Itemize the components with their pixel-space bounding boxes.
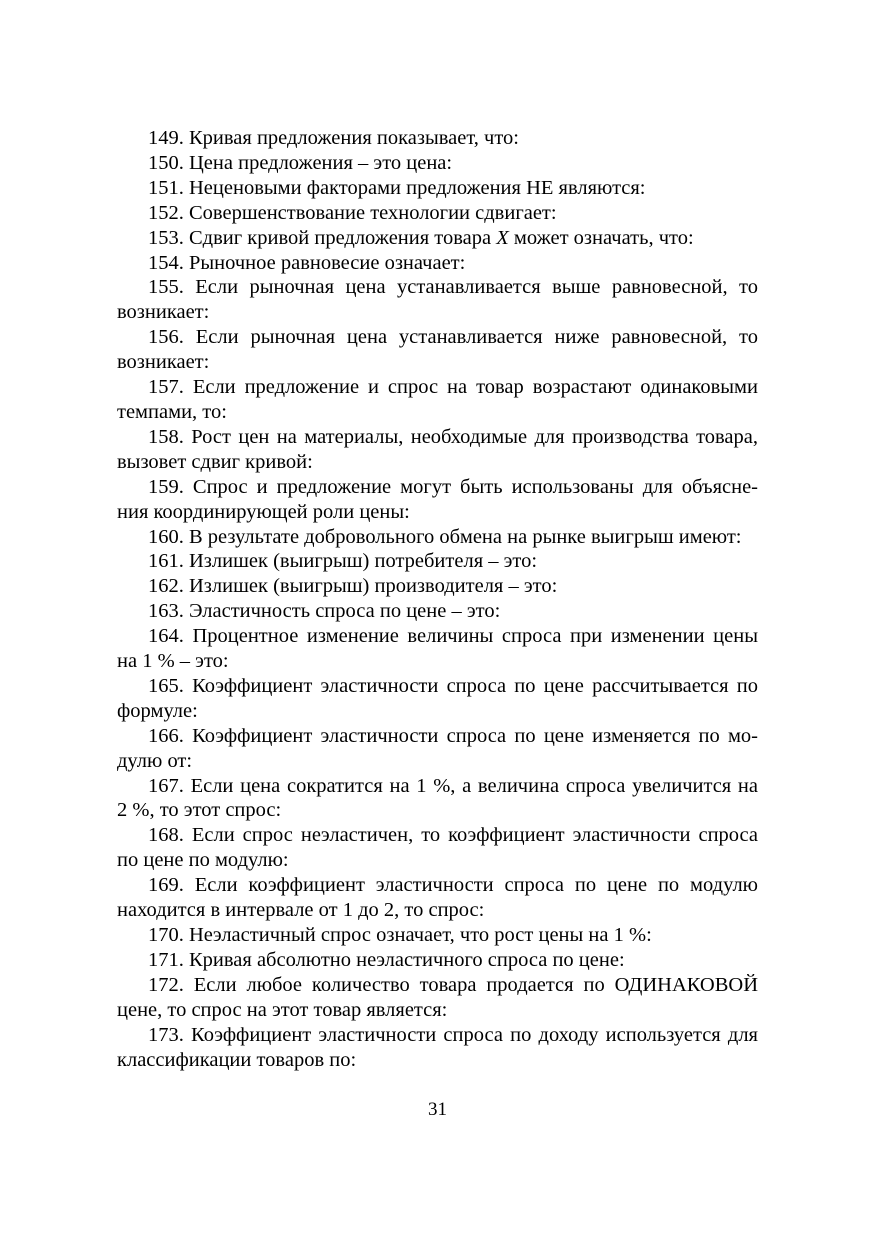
question-line: 160. В результате добровольного обмена на рынке выигрыш имеют:	[148, 525, 742, 548]
question-line: 165. Коэффициент эластичности спроса по цене рассчитывается по	[148, 674, 758, 697]
question-line: 163. Эластичность спроса по цене – это:	[148, 600, 501, 623]
question-line: 170. Неэластичный спрос означает, что рост цены на 1 %:	[148, 924, 652, 946]
question-item	[117, 549, 758, 574]
question-line: находится в интервале от 1 до 2, то спрос:	[117, 899, 485, 922]
question-line: 171. Кривая абсолютно неэластичного спроса по цене:	[148, 948, 625, 971]
question-line: 152. Совершенствование технологии сдвигает:	[148, 201, 557, 224]
question-item	[117, 126, 758, 151]
question-item	[117, 375, 758, 425]
question-line: на 1 % – это:	[117, 650, 229, 673]
question-line: 150. Цена предложения – это цена:	[148, 151, 453, 174]
question-item	[117, 275, 758, 325]
question-item	[117, 823, 758, 873]
question-line: по цене по модулю:	[117, 849, 289, 872]
question-item	[117, 475, 758, 525]
question-line: дулю от:	[117, 749, 193, 772]
question-line: классификации товаров по:	[117, 1048, 357, 1071]
question-item	[117, 724, 758, 774]
question-item	[117, 574, 758, 599]
question-line: вызовет сдвиг кривой:	[117, 450, 313, 473]
question-line: 154. Рыночное равновесие означает:	[148, 251, 466, 274]
question-list	[117, 126, 758, 1072]
question-line: формуле:	[117, 699, 198, 722]
question-line: 151. Неценовыми факторами предложения НЕ являются:	[148, 176, 646, 199]
question-line: 156. Если рыночная цена устанавливается ниже равновесной, то	[148, 326, 758, 349]
question-item	[117, 525, 758, 550]
question-line: 153. Сдвиг кривой предложения товара X может означать, что:	[148, 226, 694, 249]
question-line: 159. Спрос и предложение могут быть использованы для объясне-	[148, 475, 758, 498]
question-line: ния координирующей роли цены:	[117, 500, 410, 523]
question-line: 167. Если цена сократится на 1 %, а величина спроса увеличится на	[148, 774, 758, 797]
question-line: 173. Коэффициент эластичности спроса по доходу используется для	[148, 1023, 758, 1046]
question-line: 162. Излишек (выигрыш) производителя – это:	[148, 575, 558, 598]
question-item	[117, 948, 758, 973]
question-item	[117, 873, 758, 923]
question-line: 168. Если спрос неэластичен, то коэффициент эластичности спроса	[148, 824, 758, 847]
question-item	[117, 425, 758, 475]
question-item	[117, 201, 758, 226]
question-line: 158. Рост цен на материалы, необходимые для производства товара,	[148, 425, 758, 448]
question-line: возникает:	[117, 301, 210, 324]
question-line: 149. Кривая предложения показывает, что:	[148, 127, 519, 149]
question-item	[117, 325, 758, 375]
question-line: 166. Коэффициент эластичности спроса по цене изменяется по мо-	[148, 724, 758, 747]
question-line: 164. Процентное изменение величины спроса при изменении цены	[148, 625, 758, 648]
page-number: 31	[428, 1099, 447, 1120]
question-line: 172. Если любое количество товара продается по ОДИНАКОВОЙ	[148, 973, 758, 996]
question-item	[117, 599, 758, 624]
question-item	[117, 973, 758, 1023]
question-item	[117, 151, 758, 176]
question-item	[117, 226, 758, 251]
question-line: темпами, то:	[117, 400, 227, 423]
question-item	[117, 774, 758, 824]
question-item	[117, 176, 758, 201]
question-item	[117, 251, 758, 276]
question-item	[117, 624, 758, 674]
question-item	[117, 923, 758, 948]
question-line: 169. Если коэффициент эластичности спроса по цене по модулю	[148, 874, 758, 897]
question-line: 155. Если рыночная цена устанавливается выше равновесной, то	[148, 276, 758, 299]
question-line: возникает:	[117, 351, 210, 374]
question-item	[117, 1023, 758, 1073]
question-line: цене, то спрос на этот товар является:	[117, 998, 448, 1021]
question-item	[117, 674, 758, 724]
question-line: 161. Излишек (выигрыш) потребителя – это:	[148, 550, 538, 573]
question-line: 157. Если предложение и спрос на товар возрастают одинаковыми	[148, 376, 758, 399]
question-line: 2 %, то этот спрос:	[117, 799, 282, 822]
